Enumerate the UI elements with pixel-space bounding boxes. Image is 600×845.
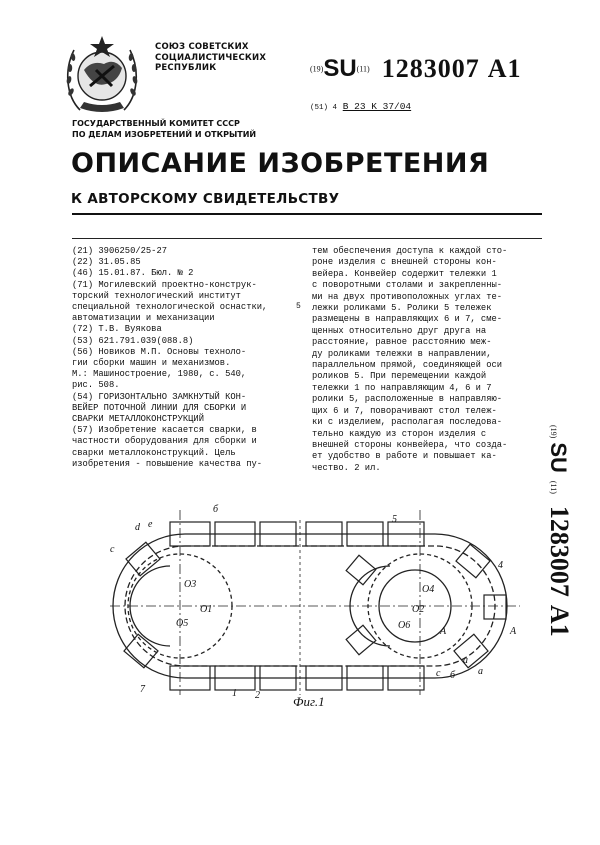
side-patent-number [544, 425, 574, 695]
left-line: (46) 15.01.87. Бюл. № 2 [72, 268, 194, 279]
right-line: роне изделия с внешней стороны кон- [312, 257, 497, 268]
right-line: размещены в направляющих 6 и 7, сме- [312, 314, 503, 325]
right-line: ми на двух противоположных углах те- [312, 291, 503, 302]
right-line: ки с изделием, располагая последова- [312, 417, 503, 428]
right-line: ет удобство в работе и повышает ка- [312, 451, 497, 462]
figure-label: O4 [422, 584, 435, 595]
side-code-11: (11) [549, 480, 558, 494]
figure-label: O6 [398, 620, 411, 631]
left-line: (53) 621.791.039(088.8) [72, 335, 194, 346]
figure-label: O1 [200, 604, 213, 615]
figure-label: O2 [412, 604, 425, 615]
left-line: СВАРКИ МЕТАЛЛОКОНСТРУКЦИЙ [72, 414, 204, 425]
country-line-1: СОЮЗ СОВЕТСКИХ [155, 42, 249, 52]
side-code-19: (19) [549, 425, 558, 439]
figure-label: 4 [498, 560, 503, 571]
left-line: автоматизации и механизации [72, 313, 215, 324]
figure-label: б [213, 504, 219, 515]
patent-kind: A1 [487, 54, 522, 83]
document-title: ОПИСАНИЕ ИЗОБРЕТЕНИЯ [71, 148, 490, 179]
figure-label: 7 [140, 684, 145, 695]
side-country: SU [546, 442, 571, 473]
figure-label: 2 [255, 690, 260, 700]
country-line-2: СОЦИАЛИСТИЧЕСКИХ [155, 52, 267, 63]
right-line: расстояние, равное расстоянию меж- [312, 337, 492, 348]
right-line: щенных относительно друг друга на [312, 325, 487, 336]
left-line: (71) Могилевский проектно-конструк- [72, 279, 257, 290]
right-line: лежки роликами 5. Ролики 5 тележек [312, 303, 492, 314]
code-11: (11) [356, 64, 370, 74]
code-19: (19) [310, 64, 324, 74]
left-line: торский технологический институт [72, 290, 241, 301]
patent-number-line [310, 54, 521, 84]
committee-line-2: ПО ДЕЛАМ ИЗОБРЕТЕНИЙ И ОТКРЫТИЙ [72, 130, 257, 139]
right-line: тельно каждую из сторон изделия с [312, 428, 487, 439]
right-line: ду роликами тележки в направлении, [312, 348, 492, 359]
right-line: роликов 5. При перемещении каждой [312, 371, 487, 382]
bibliographic-column [72, 246, 297, 470]
figure-label: 5 [392, 514, 397, 525]
figure-label: e [148, 519, 153, 530]
right-line: щих 6 и 7, поворачивают стол тележ- [312, 405, 497, 416]
right-line: тем обеспечения доступа к каждой сто- [312, 246, 508, 256]
country-line-3: РЕСПУБЛИК [155, 63, 217, 73]
figure-label: O5 [176, 618, 189, 629]
ipc-classification [310, 101, 411, 112]
right-line: ролики 5, расположенные в направляю- [312, 394, 503, 405]
left-line: (54) ГОРИЗОНТАЛЬНО ЗАМКНУТЫЙ КОН- [72, 391, 247, 402]
left-line: изобретения - повышение качества пу- [72, 458, 263, 469]
left-line: гии сборки машин и механизмов. [72, 358, 231, 369]
left-line: (21) 3906250/25-27 [72, 246, 168, 256]
left-line: (57) Изобретение касается сварки, в [72, 425, 257, 436]
conveyor-drawing [100, 500, 530, 700]
figure-label: c [110, 544, 115, 555]
code-51: (51) 4 [310, 104, 338, 112]
left-line: ВЕЙЕР ПОТОЧНОЙ ЛИНИИ ДЛЯ СБОРКИ И [72, 402, 247, 413]
right-line: вейера. Конвейер содержит тележки 1 [312, 268, 497, 279]
body-divider [72, 238, 542, 239]
abstract-column [312, 246, 534, 474]
figure-label: O3 [184, 579, 197, 590]
left-line: сварки металлоконструкций. Цель [72, 447, 236, 458]
committee-name [72, 118, 256, 140]
figure-label: a [478, 666, 483, 677]
figure-label: 1 [232, 688, 237, 699]
right-line: чество. 2 ил. [312, 462, 381, 473]
figure-label: A [440, 626, 447, 637]
right-line: тележки 1 по направляющим 4, 6 и 7 [312, 382, 492, 393]
country-name [155, 42, 266, 74]
left-line: специальной технологической оснастки, [72, 302, 268, 313]
figure-caption: Фиг.1 [293, 694, 325, 709]
patent-number: 1283007 [381, 54, 480, 83]
left-line: (72) Т.В. Вуякова [72, 324, 162, 335]
ussr-emblem-icon [62, 30, 142, 116]
left-line: (22) 31.05.85 [72, 257, 141, 268]
left-line: рис. 508. [72, 380, 120, 391]
committee-line-1: ГОСУДАРСТВЕННЫЙ КОМИТЕТ СССР [72, 119, 240, 128]
figure-label: c [436, 668, 441, 679]
left-line: (56) Новиков М.П. Основы техноло- [72, 346, 247, 357]
left-line: М.: Машиностроение, 1980, с. 540, [72, 369, 247, 380]
title-divider [72, 213, 542, 215]
figure-label: A [510, 626, 517, 637]
side-number: 1283007 [545, 505, 574, 597]
left-line: частности оборудования для сборки и [72, 436, 257, 447]
right-line: параллельном прямой, соединяющей оси [312, 360, 503, 371]
figure-label: d [135, 522, 140, 533]
document-subtitle: К АВТОРСКОМУ СВИДЕТЕЛЬСТВУ [71, 191, 340, 207]
side-kind: A1 [545, 604, 574, 637]
line-number-marker: 5 [296, 302, 301, 311]
figure-label: б [450, 670, 456, 681]
figure-label: a [463, 655, 468, 666]
right-line: с поворотными столами и закрепленны- [312, 280, 503, 291]
ipc-code: B 23 K 37/04 [342, 101, 412, 112]
right-line: внешней стороны конвейера, что созда- [312, 439, 508, 450]
country-code: SU [323, 55, 357, 82]
